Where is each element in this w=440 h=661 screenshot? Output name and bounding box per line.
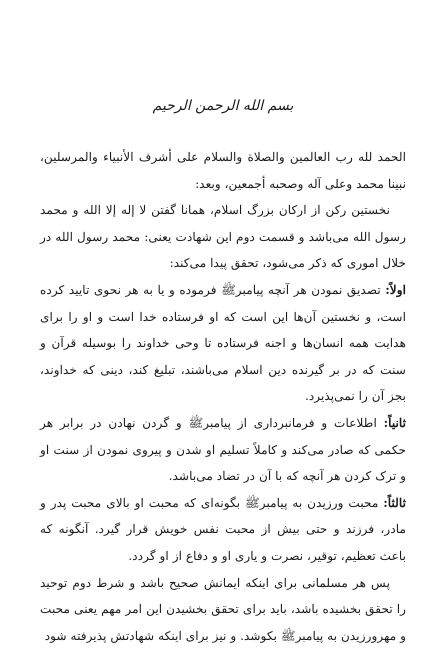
paragraph-opening xyxy=(40,144,406,197)
point-label: ثالثاً: xyxy=(383,495,406,510)
paragraph-intro xyxy=(40,197,406,277)
paragraph-text: نخستين ركن از اركان بزرگ اسلام، همانا گفتن لا إله إلا الله و محمد رسول الله می‌باشد و قسمت دوم این شهادت یعنی: محمد رسول الله در خلال اموری که ذکر می‌شود، تحقق پیدا می‌کند: xyxy=(40,203,406,271)
paragraph-text: الحمد لله رب العالمين والصلاة والسلام على أشرف الأنبياء والمرسلين، نبينا محمد وعلى آله وصحبه أجمعين، وبعد: xyxy=(40,150,406,191)
paragraph-text: تصدیق نمودن هر آنچه پیامبرﷺ فرموده و یا به هر نحوی تایید کرده است، و نخستین آن‌ها این است که او فرستاده خدا است و او را برای هدایت همه انسان‌ها و اجنه فرستاده تا وحی خداوند را بوسیله قرآن و سنت که در بر گیرنده دین اسلام می‌باشند، تبلیغ کند، دینی که خداوند، بجز آن را نمی‌پذیرد. xyxy=(40,282,406,404)
paragraph-text: اطلاعات و فرمانبرداری از پیامبرﷺ و گردن نهادن در برابر هر حکمی که صادر می‌کند و کاملاً تسلیم او شدن و پیروی نمودن از سنت او و ترک کردن هر آنچه که با آن در تضاد می‌باشد. xyxy=(40,415,406,484)
paragraph-text: محبت ورزیدن به پیامبرﷺ بگونه‌ای که محبت او بالای محبت پدر و مادر، فرزند و حتی بیش از محبت نفس خویش قرار گیرد. آنگونه که باعث تعظیم، توقیر، نصرت و یاری او و دفاع از او گردد. xyxy=(40,495,406,563)
paragraph-conclusion xyxy=(40,570,406,650)
paragraph-first-point xyxy=(40,277,406,410)
paragraph-third-point xyxy=(40,490,406,570)
point-label: اولاً: xyxy=(385,282,406,297)
basmala-heading: بسم الله الرحمن الرحيم xyxy=(152,98,294,114)
point-label: ثانیاً: xyxy=(383,415,406,430)
paragraph-text: پس هر مسلمانی برای اینکه ایمانش صحیح باشد و شرط دوم توحید را تحقق بخشیده باشد، باید برای تحقق بخشیدن این امر مهم یعنی محبت و مهرورزیدن به پیامبرﷺ بکوشد. و نیز برای اینکه شهادتش پذیرفته شود xyxy=(40,575,406,643)
paragraph-second-point xyxy=(40,410,406,490)
